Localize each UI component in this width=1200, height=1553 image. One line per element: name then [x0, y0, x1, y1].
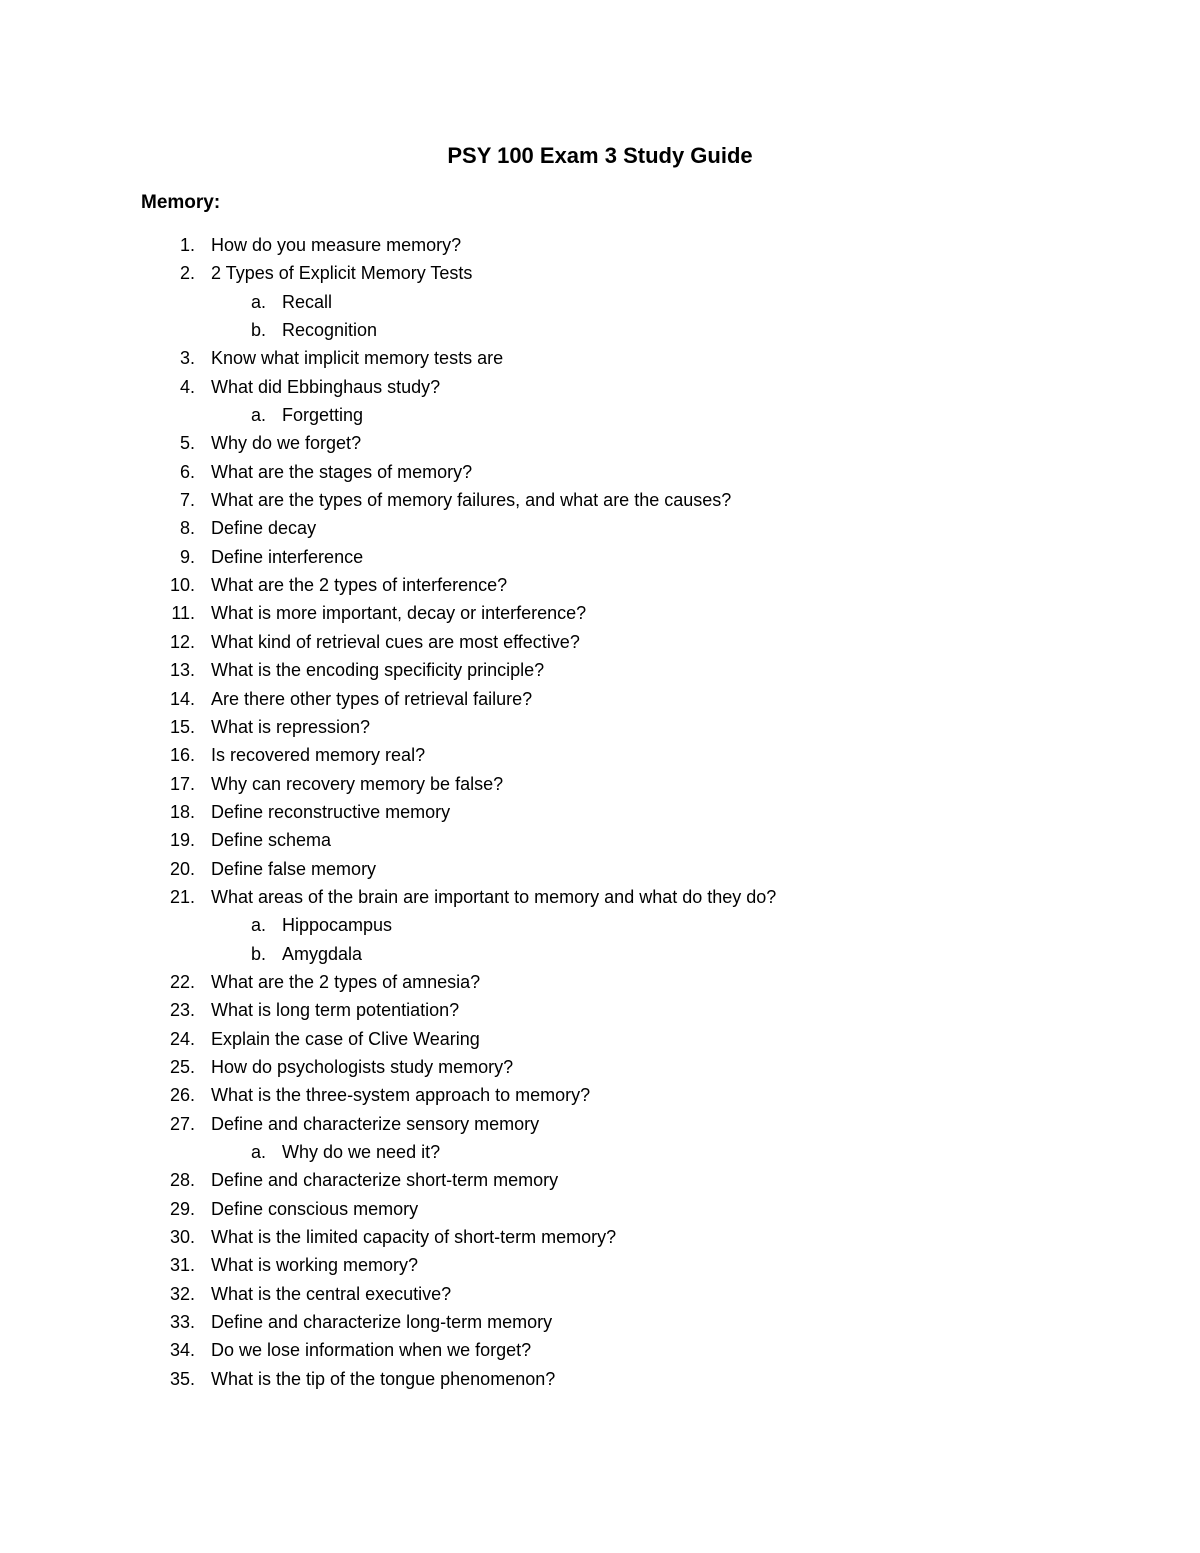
list-item	[0, 798, 1200, 826]
list-item-text: What is the three-system approach to memory?	[211, 1085, 591, 1106]
list-item-text: What areas of the brain are important to memory and what do they do?	[211, 886, 777, 907]
list-item	[0, 1025, 1200, 1053]
list-item-marker: 27.	[169, 1113, 195, 1134]
list-item	[0, 344, 1200, 372]
list-item	[0, 1365, 1200, 1393]
list-item-marker: 13.	[169, 660, 195, 681]
list-item-text: Why do we need it?	[282, 1142, 441, 1162]
list-item-marker: 18.	[169, 801, 195, 822]
list-item-text: Do we lose information when we forget?	[211, 1340, 532, 1361]
list-item	[0, 543, 1200, 571]
list-item	[0, 1110, 1200, 1138]
list-item-marker: 14.	[169, 688, 195, 709]
list-item-text: What is the tip of the tongue phenomenon?	[211, 1368, 556, 1389]
sub-list-item	[0, 940, 1200, 968]
list-item	[0, 996, 1200, 1024]
list-item-marker: a.	[250, 1142, 266, 1162]
list-item	[0, 1166, 1200, 1194]
list-item-marker: 32.	[169, 1283, 195, 1304]
list-item-text: Define conscious memory	[211, 1198, 419, 1219]
list-item-marker: 23.	[169, 1000, 195, 1021]
list-item-text: What is working memory?	[211, 1255, 419, 1276]
list-item	[0, 713, 1200, 741]
list-item-marker: 17.	[169, 773, 195, 794]
list-item	[0, 1280, 1200, 1308]
list-item-marker: 1.	[179, 235, 195, 255]
list-item	[0, 968, 1200, 996]
list-item-text: Define reconstructive memory	[211, 801, 451, 822]
list-item-marker: 3.	[179, 348, 195, 369]
list-item-text: Define and characterize long-term memory	[211, 1312, 553, 1333]
list-item-text: What is long term potentiation?	[211, 1000, 460, 1021]
list-item-marker: a.	[250, 291, 266, 312]
list-item-text: What are the 2 types of interference?	[211, 575, 508, 596]
list-item-text: How do you measure memory?	[211, 235, 462, 255]
list-item-text: Define false memory	[211, 858, 377, 879]
list-item-marker: 33.	[169, 1312, 195, 1333]
list-item-text: Define schema	[211, 830, 332, 851]
list-item	[0, 486, 1200, 514]
list-item-text: What are the types of memory failures, and what are the causes?	[211, 490, 732, 511]
list-item	[0, 1308, 1200, 1336]
list-item-marker: 4.	[179, 376, 195, 397]
list-item-marker: 10.	[169, 575, 195, 596]
list-item	[0, 826, 1200, 854]
sub-list-item	[0, 911, 1200, 939]
list-item-marker: a.	[250, 405, 266, 426]
list-item-text: What kind of retrieval cues are most effective?	[211, 631, 580, 652]
list-item-text: 2 Types of Explicit Memory Tests	[211, 263, 473, 284]
list-item	[0, 855, 1200, 883]
list-item-marker: 19.	[169, 830, 195, 851]
list-item-text: What is the encoding specificity principle?	[211, 660, 545, 681]
list-item-text: What are the 2 types of amnesia?	[211, 971, 481, 992]
sub-list-item	[0, 288, 1200, 316]
list-item-text: Define and characterize short-term memory	[211, 1170, 559, 1191]
list-item-text: Define decay	[211, 518, 317, 539]
list-item-marker: b.	[250, 320, 266, 341]
list-item-text: What did Ebbinghaus study?	[211, 376, 441, 397]
question-list	[0, 231, 1200, 1393]
page-title: PSY 100 Exam 3 Study Guide	[447, 143, 753, 168]
list-item-marker: 35.	[169, 1368, 195, 1389]
list-item-marker: 16.	[169, 745, 195, 766]
list-item-marker: 28.	[169, 1170, 195, 1191]
list-item-text: What is repression?	[211, 716, 371, 737]
list-item-marker: 20.	[169, 858, 195, 879]
list-item-marker: 24.	[169, 1028, 195, 1049]
list-item-marker: 5.	[179, 433, 195, 454]
list-item	[0, 599, 1200, 627]
list-item-text: Forgetting	[282, 405, 364, 426]
list-item	[0, 1081, 1200, 1109]
list-item-text: Recall	[282, 291, 333, 312]
sub-list-item	[0, 316, 1200, 344]
list-item-text: Why can recovery memory be false?	[211, 773, 504, 794]
list-item-marker: 2.	[179, 263, 195, 284]
list-item	[0, 1053, 1200, 1081]
list-item-marker: 6.	[179, 461, 195, 482]
list-item-text: Explain the case of Clive Wearing	[211, 1028, 480, 1049]
list-item-text: Know what implicit memory tests are	[211, 348, 504, 369]
list-item	[0, 656, 1200, 684]
list-item-marker: 26.	[169, 1085, 195, 1106]
list-item	[0, 883, 1200, 911]
list-item	[0, 458, 1200, 486]
list-item	[0, 1251, 1200, 1279]
list-item	[0, 373, 1200, 401]
list-item	[0, 1195, 1200, 1223]
list-item-marker: 29.	[169, 1198, 195, 1219]
list-item-marker: a.	[250, 915, 266, 936]
list-item-text: How do psychologists study memory?	[211, 1056, 514, 1077]
list-item	[0, 571, 1200, 599]
list-item-marker: 15.	[169, 716, 195, 737]
list-item-text: What are the stages of memory?	[211, 461, 473, 482]
list-item	[0, 259, 1200, 287]
list-item	[0, 741, 1200, 769]
list-item-marker: 30.	[169, 1227, 195, 1248]
list-item-text: Recognition	[282, 320, 378, 341]
list-item-text: Amygdala	[282, 943, 363, 964]
list-item	[0, 514, 1200, 542]
list-item-marker: 12.	[169, 631, 195, 652]
list-item-marker: 9.	[179, 546, 195, 567]
list-item	[0, 1223, 1200, 1251]
list-item-text: Are there other types of retrieval failure?	[211, 688, 533, 709]
list-item	[0, 429, 1200, 457]
list-item-marker: 25.	[169, 1056, 195, 1077]
list-item	[0, 231, 1200, 259]
list-item-text: What is the limited capacity of short-term memory?	[211, 1227, 617, 1248]
list-item-text: Why do we forget?	[211, 433, 362, 454]
list-item-marker: 7.	[179, 490, 195, 511]
list-item-marker: 34.	[169, 1340, 195, 1361]
list-item-marker: 22.	[169, 971, 195, 992]
list-item-marker: 31.	[169, 1255, 195, 1276]
list-item	[0, 628, 1200, 656]
sub-list-item	[0, 1138, 1200, 1166]
list-item-marker: 21.	[169, 886, 195, 907]
list-item	[0, 770, 1200, 798]
list-item-text: What is more important, decay or interference?	[211, 603, 587, 624]
list-item-text: Define and characterize sensory memory	[211, 1113, 540, 1134]
list-item-marker: b.	[250, 943, 266, 964]
list-item-text: Is recovered memory real?	[211, 745, 426, 766]
section-heading: Memory:	[141, 192, 221, 213]
list-item-text: Hippocampus	[282, 915, 393, 936]
list-item	[0, 685, 1200, 713]
list-item-text: What is the central executive?	[211, 1283, 452, 1304]
list-item-text: Define interference	[211, 546, 364, 567]
sub-list-item	[0, 401, 1200, 429]
list-item-marker: 11.	[171, 603, 195, 624]
list-item	[0, 1336, 1200, 1364]
list-item-marker: 8.	[179, 518, 195, 539]
